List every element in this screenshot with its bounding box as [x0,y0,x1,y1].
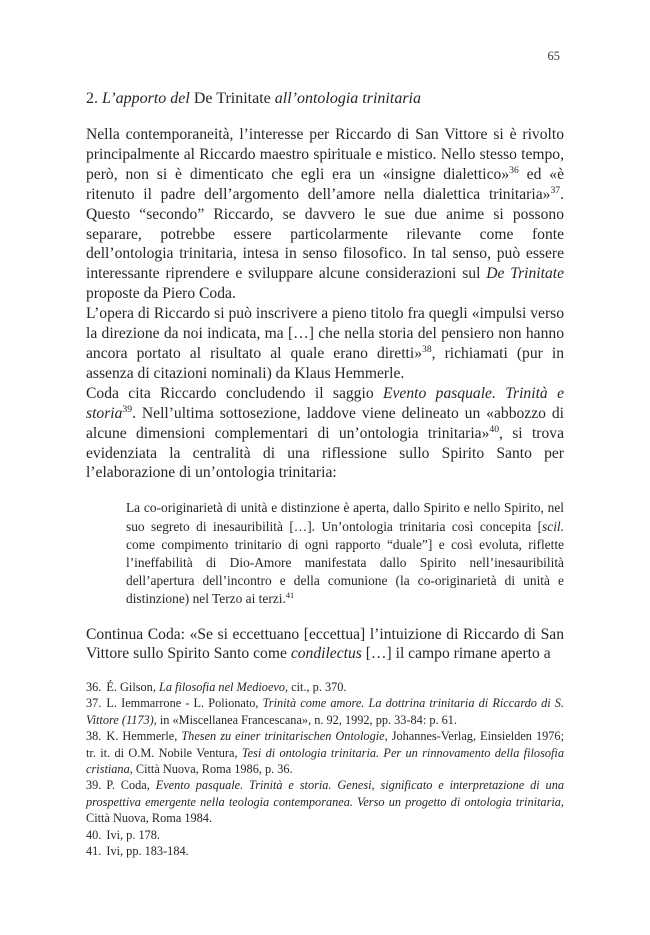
p2-text-2: , richiamati (pur in assenza di citazioni nominali) da Klaus Hemmerle. [86,344,564,382]
p1-text-1: Nella contemporaneità, l’interesse per Riccardo di San Vittore si è rivolto principalmente al Riccardo maestro spirituale e mistico. Nello stesso tempo, però, non si è dimenticato che egli era un «insigne dialettico» [86,126,564,183]
footnote-36 [86,679,564,695]
p1-text-4: proposte da Piero Coda. [86,285,236,303]
footnote-text: K. Hemmerle, [106,729,182,744]
footnote-text: , Johannes-Verlag, Einsielden 1976; tr. it. di O.M. Nobile Ventura, [86,729,564,760]
body-text [86,125,564,664]
quote-text-2: come compimento trinitario di ogni rapporto “duale”] e così evoluta, riflette l’ineffabilità di Dio-Amore manifestata dallo Spirito nell’inesauribilità dell’apertura dell’incontro e della comunione (la co-originarietà di unità e distinzione) nel Terzo ai terzi. [126,536,564,607]
p1-text-3: . Questo “secondo” Riccardo, se davvero le sue due anime si possono separare, potrebbe essere particolarmente rilevante come fonte dell’ontologia trinitaria, intesa in senso filosofico. In tal senso, può essere interessante riprendere e sviluppare alcune considerazioni sul [86,185,564,283]
footnote-41 [86,843,564,859]
footnote-ref-39[interactable]: 39 [122,403,133,415]
footnote-italic: La filosofia nel Medioevo [158,680,286,694]
p4-italic-word: condilectus [290,645,362,663]
p3-text-2: . Nell’ultima sottosezione, laddove viene delineato un «abbozzo di alcune dimensioni complementari di un’ontologia trinitaria» [86,404,564,442]
quote-text-1: La co-originarietà di unità e distinzione è aperta, dallo Spirito e nello Spirito, nel suo segreto di inesauribilità […]. Un’ontologia trinitaria così concepita [ [126,500,564,534]
footnotes [86,679,564,859]
footnote-italic: Thesen zu einer trinitarischen Ontologie [181,729,385,744]
heading-number: 2. [86,90,98,107]
footnote-number: 41. [86,844,102,859]
footnote-ref-40[interactable]: 40 [489,423,500,435]
footnote-italic: Evento pasquale. Trinità e storia. Genesi, significato e interpretazione di una prospettiva emergente nella teologia contemporanea. Verso un progetto di ontologia trinitaria [86,778,565,809]
footnote-ref-37[interactable]: 37 [550,184,561,196]
footnote-ref-36[interactable]: 36 [509,164,519,176]
footnote-text: , Città Nuova, Roma 1984. [86,794,564,826]
paragraph-1 [86,125,564,304]
p4-text-1: Continua Coda: «Se si eccettuano [eccettua] l’intuizione di Riccardo di San Vittore sullo Spirito Santo come [86,625,564,663]
footnote-text: , Città Nuova, Roma 1986, p. 36. [129,762,293,777]
footnote-text: Ivi, p. 178. [106,827,160,842]
p3-italic-title: Evento pasquale. Trinità e storia [86,384,564,422]
footnote-40 [86,827,564,843]
footnote-number: 37. [86,696,102,711]
paragraph-3 [86,384,564,484]
footnote-ref-41[interactable]: 41 [285,591,295,601]
quote-italic: scil. [542,518,564,534]
footnote-italic: Tesi di ontologia trinitaria. Per un rinnovamento della filosofia cristiana [86,745,564,777]
page-number: 65 [547,49,560,63]
footnote-text: , in «Miscellanea Francescana», n. 92, 1992, pp. 33-84: p. 61. [153,712,457,727]
footnote-number: 39. [86,778,102,793]
p3-text-3: , si trova evidenziata la centralità di una riflessione sullo Spirito Santo per l’elaborazione di un’ontologia trinitaria: [86,424,564,482]
footnote-37 [86,695,564,728]
footnote-number: 36. [86,680,102,694]
footnote-text: É. Gilson, [106,680,159,694]
footnote-number: 40. [86,827,102,842]
heading-part-3: all’ontologia trinitaria [274,90,421,107]
footnote-text: P. Coda, [106,778,156,793]
footnote-text: , cit., p. 370. [285,680,347,694]
p1-text-2: ed «è ritenuto il padre dell’argomento dell’amore nella dialettica trinitaria» [86,165,564,203]
footnote-italic: Trinità come amore. La dottrina trinitaria di Riccardo di S. Vittore (1173) [86,696,564,727]
p3-text-1: Coda cita Riccardo concludendo il saggio [86,384,383,402]
footnote-ref-38[interactable]: 38 [422,343,432,355]
paragraph-4 [86,625,564,665]
paragraph-2 [86,304,564,384]
block-quote [126,499,564,608]
p4-text-2: […] il campo rimane aperto a [361,645,551,663]
heading-part-2: De Trinitate [193,90,271,107]
heading-part-1: L’apporto del [102,90,190,107]
footnote-text: Ivi, pp. 183-184. [106,844,189,859]
footnote-number: 38. [86,729,102,744]
p2-text-1: L’opera di Riccardo si può inscrivere a pieno titolo fra quegli «impulsi verso la direzione da noi indicata, ma […] che nella storia del pensiero non hanno ancora portato al risultato al quale erano diretti» [86,305,564,362]
footnote-text: L. Iemmarrone - L. Polionato, [106,696,263,711]
p1-italic-title: De Trinitate [486,265,564,283]
footnote-38 [86,728,564,777]
footnote-39 [86,777,564,826]
section-heading [86,89,566,109]
